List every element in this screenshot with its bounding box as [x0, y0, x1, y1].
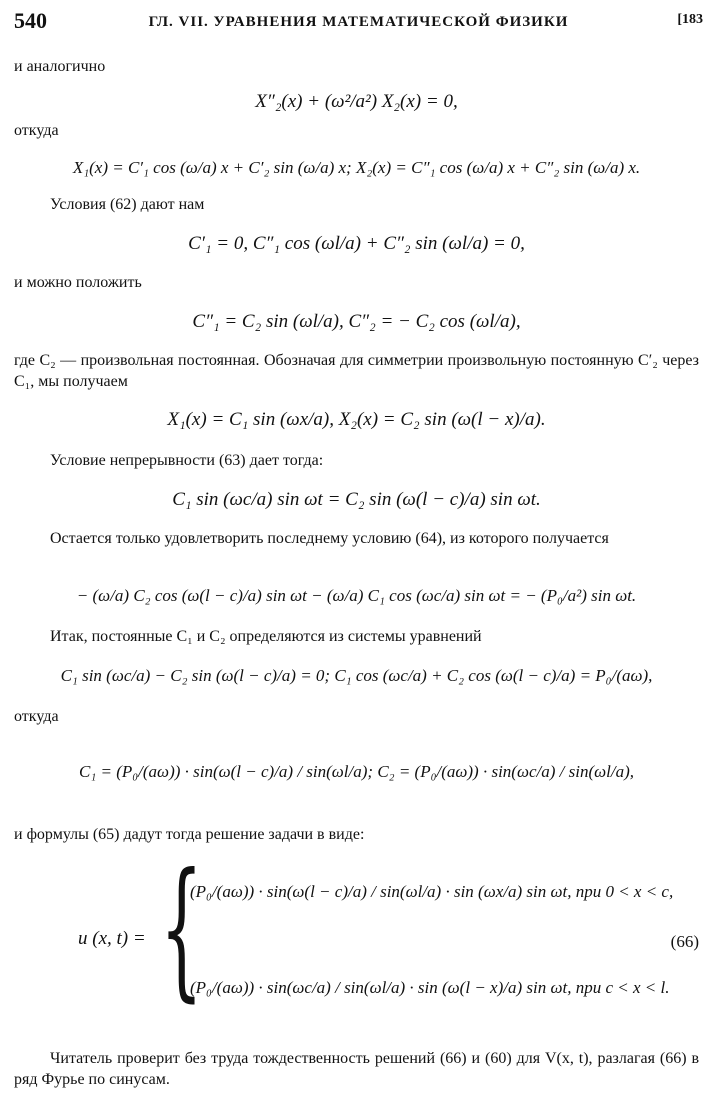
equation-7: − (ω/a) C₂ cos (ω(l − c)/a) sin ωt − (ω/a) C₁ cos (ωc/a) sin ωt = − (P₀/a²) sin ωt.: [76, 586, 637, 605]
running-title: ГЛ. VII. УРАВНЕНИЯ МАТЕМАТИЧЕСКОЙ ФИЗИКИ: [148, 14, 569, 30]
paragraph-5: где C₂ — произвольная постоянная. Обозначая для симметрии произвольную постоянную C′₂ через C₁, мы получаем: [14, 352, 699, 390]
paragraph-8: Итак, постоянные C₁ и C₂ определяются из системы уравнений: [50, 628, 482, 645]
paragraph-11: Читатель проверит без труда тождественность решений (66) и (60) для V(x, t), разлагая (66) в ряд Фурье по синусам.: [14, 1050, 699, 1088]
equation-2: X₁(x) = C′₁ cos (ω/a) x + C′₂ sin (ω/a) x; X₂(x) = C″₁ cos (ω/a) x + C″₂ sin (ω/a) x.: [72, 158, 641, 177]
page-header: [14, 8, 703, 38]
paragraph-10: и формулы (65) дадут тогда решение задачи в виде:: [14, 826, 365, 843]
equation-66-case-1: (P₀/(aω)) · sin(ω(l − c)/a) / sin(ωl/a) · sin (ωx/a) sin ωt, при 0 < x < c,: [190, 882, 674, 901]
paragraph-1: и аналогично: [14, 58, 106, 75]
equation-8: C₁ sin (ωc/a) − C₂ sin (ω(l − c)/a) = 0; C₁ cos (ωc/a) + C₂ cos (ω(l − c)/a) = P₀/(aω),: [60, 666, 653, 685]
paragraph-3: Условия (62) дают нам: [50, 196, 205, 213]
equation-5: X₁(x) = C₁ sin (ωx/a), X₂(x) = C₂ sin (ω(l − x)/a).: [167, 409, 546, 430]
equation-4: C″₁ = C₂ sin (ωl/a), C″₂ = − C₂ cos (ωl/a),: [192, 311, 521, 332]
paragraph-6: Условие непрерывности (63) дает тогда:: [50, 452, 324, 469]
left-brace: {: [160, 842, 203, 1016]
equation-1: X″₂(x) + (ω²/a²) X₂(x) = 0,: [255, 91, 458, 112]
equation-3: C′₁ = 0, C″₁ cos (ωl/a) + C″₂ sin (ωl/a) = 0,: [188, 233, 525, 254]
paragraph-2: откуда: [14, 122, 59, 139]
paragraph-4: и можно положить: [14, 274, 142, 291]
equation-9: C₁ = (P₀/(aω)) · sin(ω(l − c)/a) / sin(ωl/a); C₂ = (P₀/(aω)) · sin(ωc/a) / sin(ωl/a),: [79, 762, 634, 781]
paragraph-7: Остается только удовлетворить последнему условию (64), из которого получается: [50, 530, 609, 547]
page-number: 540: [14, 8, 47, 33]
equation-6: C₁ sin (ωc/a) sin ωt = C₂ sin (ω(l − c)/a) sin ωt.: [172, 489, 541, 510]
section-reference: [183: [677, 12, 703, 27]
equation-66-number: (66): [670, 932, 699, 951]
equation-66-case-2: (P₀/(aω)) · sin(ωc/a) / sin(ωl/a) · sin (ω(l − x)/a) sin ωt, при c < x < l.: [190, 978, 670, 997]
paragraph-9: откуда: [14, 708, 59, 725]
equation-66-lhs: u (x, t) =: [78, 928, 146, 949]
